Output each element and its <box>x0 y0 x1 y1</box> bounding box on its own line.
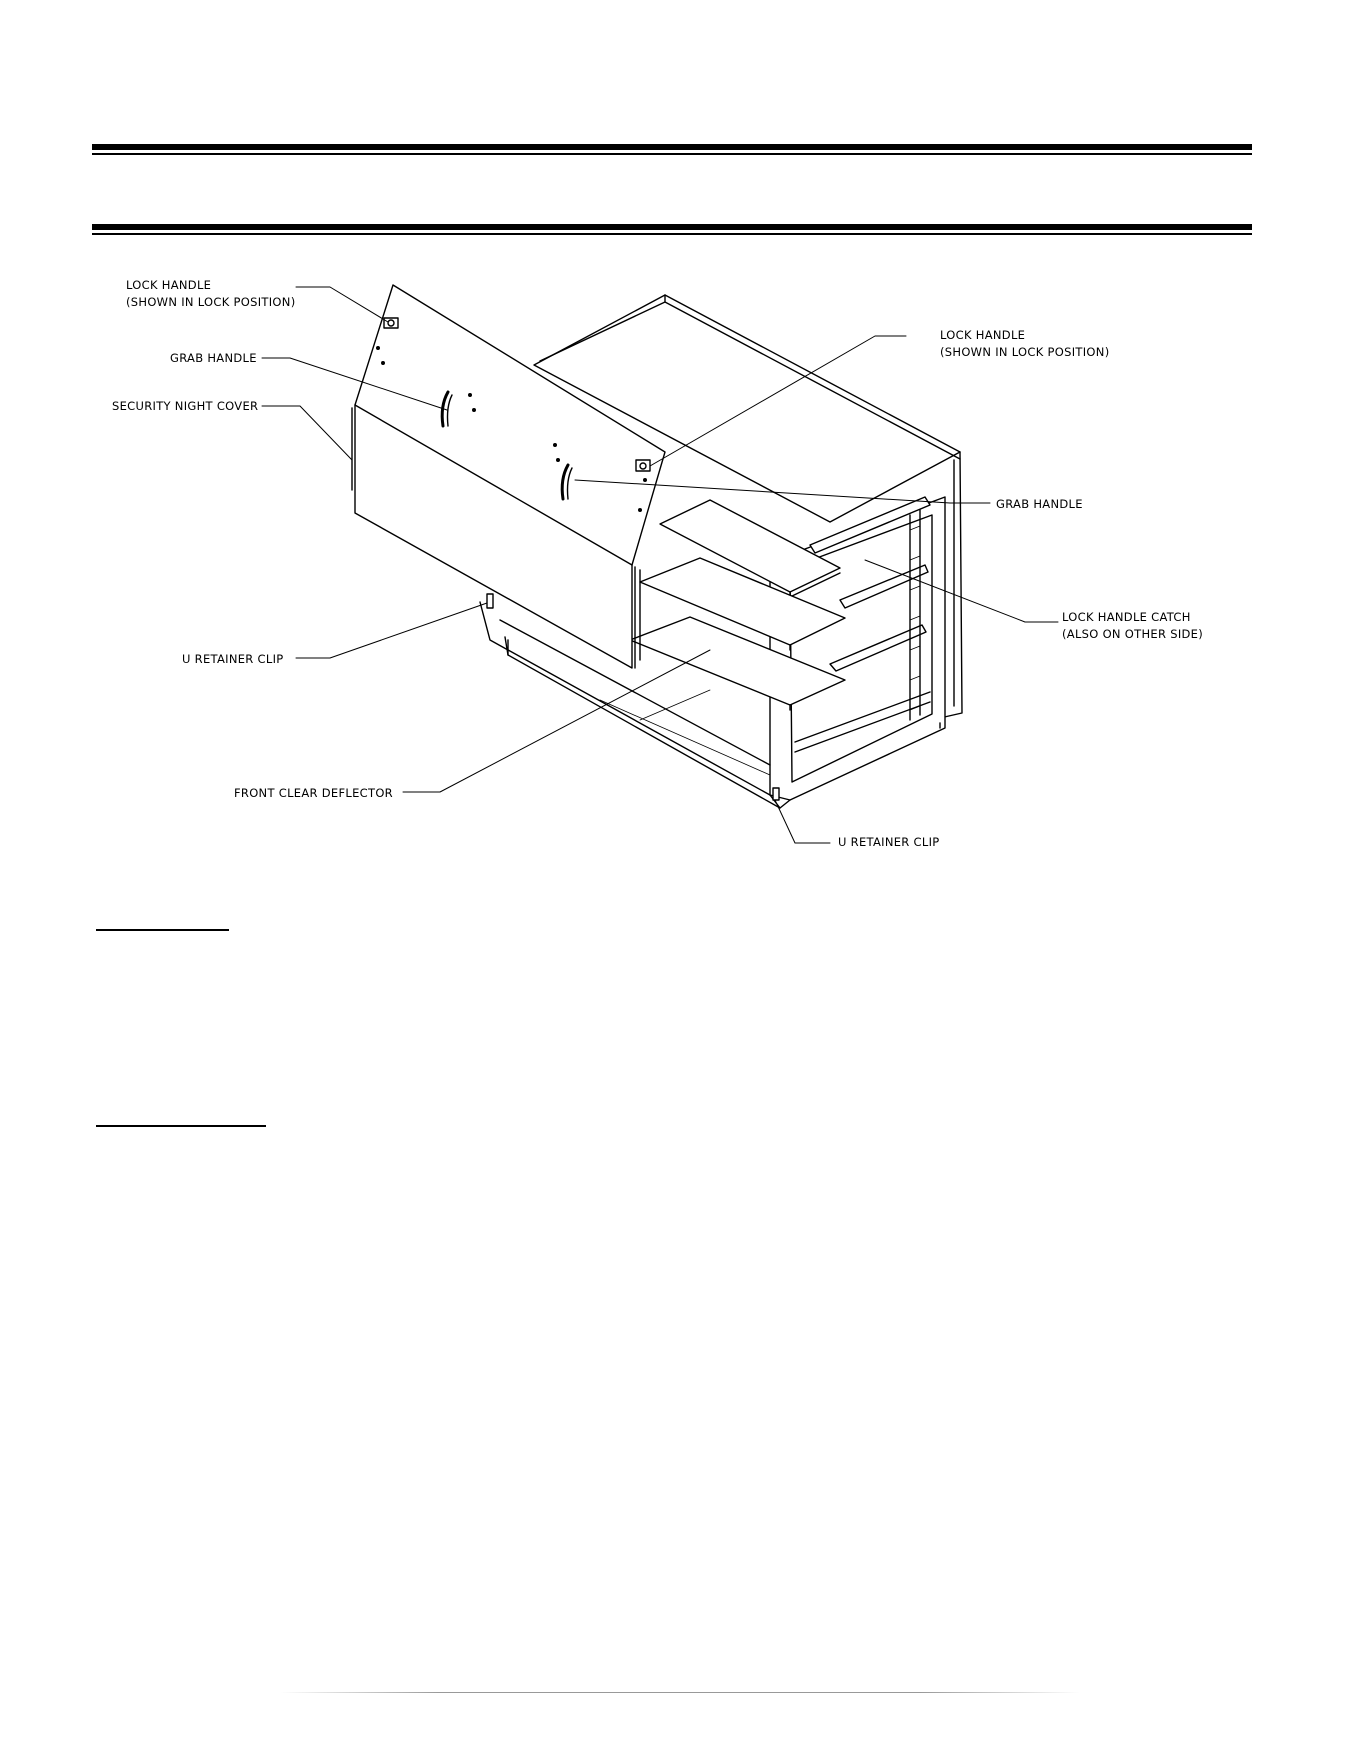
section-heading-underline-1 <box>96 929 229 931</box>
label-grab-handle-left: GRAB HANDLE <box>170 351 257 365</box>
label-lock-handle-catch-note: (ALSO ON OTHER SIDE) <box>1062 627 1204 641</box>
label-security-night-cover: SECURITY NIGHT COVER <box>112 399 259 413</box>
label-front-clear-deflector: FRONT CLEAR DEFLECTOR <box>234 786 393 800</box>
u-retainer-clip-right-icon <box>773 788 779 800</box>
footer-divider <box>280 1692 1080 1693</box>
lock-handle-right-icon <box>636 460 650 471</box>
label-lock-handle-left-note: (SHOWN IN LOCK POSITION) <box>126 295 296 309</box>
label-u-retainer-clip-left: U RETAINER CLIP <box>182 652 284 666</box>
section-heading-underline-2 <box>96 1125 266 1127</box>
label-lock-handle-right-note: (SHOWN IN LOCK POSITION) <box>940 345 1110 359</box>
label-grab-handle-right: GRAB HANDLE <box>996 497 1083 511</box>
lock-handle-left-icon <box>384 318 398 328</box>
u-retainer-clip-left-icon <box>487 594 493 608</box>
label-lock-handle-right: LOCK HANDLE <box>940 328 1026 342</box>
label-lock-handle-left: LOCK HANDLE <box>126 278 212 292</box>
label-u-retainer-clip-right: U RETAINER CLIP <box>838 835 940 849</box>
label-lock-handle-catch: LOCK HANDLE CATCH <box>1062 610 1191 624</box>
